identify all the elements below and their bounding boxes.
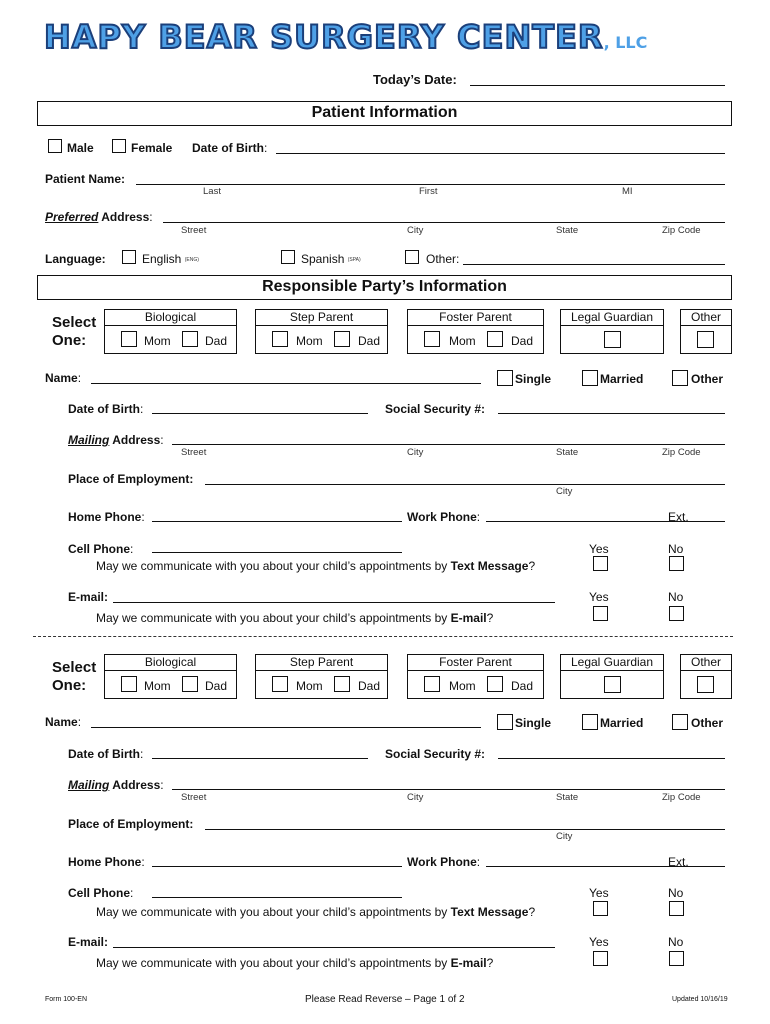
step-parent-label: Step Parent [256, 655, 387, 671]
other-language-label: Other: [426, 252, 460, 266]
foster-dad-label: Dad [511, 679, 534, 693]
text-q-bold: Text Message [450, 905, 529, 919]
dob-text: Date of Birth [192, 141, 264, 155]
single-label: Single [515, 716, 552, 730]
biological-label: Biological [105, 310, 236, 326]
legal-guardian-checkbox[interactable] [604, 676, 621, 693]
cell-phone-label: Cell Phone: [68, 886, 134, 900]
step-mom-label: Mom [296, 334, 323, 348]
foster-parent-label: Foster Parent [408, 310, 543, 326]
responsible-party-2 [0, 345, 770, 985]
ssn-label: Social Security #: [385, 402, 486, 416]
text-q-pre: May we communicate with you about your child’s appointments by [96, 905, 451, 919]
mailing-address-word: Address [109, 433, 161, 447]
employment-field[interactable] [205, 829, 725, 830]
biological-mom-label: Mom [144, 334, 171, 348]
rp-state-caption: State [556, 447, 579, 458]
address-word: Address [98, 210, 150, 224]
text-q-bold: Text Message [450, 559, 529, 573]
street-caption: Street [181, 225, 207, 236]
mailing-address-label: Mailing Address: [68, 778, 164, 792]
home-phone-field[interactable] [152, 866, 402, 867]
spa-code: (SPA) [347, 256, 361, 263]
page-indicator: Please Read Reverse – Page 1 of 2 [305, 994, 465, 1005]
one-text: One: [52, 677, 87, 694]
home-phone-label: Home Phone: [68, 510, 145, 524]
biological-mom-label: Mom [144, 679, 171, 693]
mailing-address-label: Mailing Address: [68, 433, 164, 447]
preferred-address-label: Preferred Address: [45, 210, 153, 224]
email-yes-label: Yes [589, 935, 609, 949]
mailing-word: Mailing [68, 433, 110, 447]
rp-dob-label: Date of Birth: [68, 747, 144, 761]
ext-label: Ext. [668, 855, 689, 869]
email-field[interactable] [113, 947, 555, 948]
rp-zip-caption: Zip Code [662, 792, 701, 803]
eng-code: (ENG) [184, 256, 199, 263]
rp-street-caption: Street [181, 792, 207, 803]
work-phone-field[interactable] [486, 866, 725, 867]
other-relation-checkbox[interactable] [697, 676, 714, 693]
ext-label: Ext. [668, 510, 689, 524]
ssn-field[interactable] [498, 758, 725, 759]
email-q-post: ? [486, 611, 494, 625]
employment-label: Place of Employment: [68, 472, 194, 486]
work-phone-text: Work Phone [407, 855, 477, 869]
biological-dad-label: Dad [205, 679, 228, 693]
email-q-pre: May we communicate with you about your child’s appointments by [96, 611, 451, 625]
updated-date: Updated 10/16/19 [672, 996, 728, 1003]
biological-label: Biological [105, 655, 236, 671]
cell-phone-text: Cell Phone [68, 542, 131, 556]
rp-street-caption: Street [181, 447, 207, 458]
patient-info-header: Patient Information [37, 101, 732, 126]
home-phone-text: Home Phone [68, 510, 142, 524]
foster-mom-label: Mom [449, 334, 476, 348]
biological-dad-label: Dad [205, 334, 228, 348]
step-dad-label: Dad [358, 334, 381, 348]
select-text: Select [52, 314, 97, 331]
rp-dob-text: Date of Birth [68, 402, 140, 416]
text-yes-checkbox[interactable] [593, 901, 608, 916]
cell-phone-text: Cell Phone [68, 886, 131, 900]
rp-dob-field[interactable] [152, 758, 368, 759]
step-dad-label: Dad [358, 679, 381, 693]
single-checkbox[interactable] [497, 714, 513, 730]
other-relation-label: Other [681, 310, 731, 326]
foster-mom-label: Mom [449, 679, 476, 693]
text-no-label: No [668, 542, 684, 556]
todays-date-label: Today’s Date: [373, 72, 457, 87]
employment-city-caption: City [556, 486, 573, 497]
mi-caption: MI [622, 186, 633, 197]
cell-phone-label: Cell Phone: [68, 542, 134, 556]
name-field[interactable] [91, 727, 481, 728]
married-label: Married [600, 716, 644, 730]
name-label: Name: [45, 371, 82, 385]
spanish-text: Spanish [301, 252, 345, 266]
text-q-post: ? [528, 559, 536, 573]
text-q-post: ? [528, 905, 536, 919]
mailing-address-field[interactable] [172, 789, 725, 790]
first-caption: First [419, 186, 438, 197]
rp-dob-label: Date of Birth: [68, 402, 144, 416]
rp-city-caption: City [407, 792, 424, 803]
email-question [96, 956, 493, 970]
other-status-label: Other [691, 372, 724, 386]
logo-text: HAPY BEAR SURGERY CENTER [44, 18, 604, 56]
text-no-label: No [668, 886, 684, 900]
responsible-party-header: Responsible Party’s Information [37, 275, 732, 300]
one-text: One: [52, 332, 87, 349]
text-no-checkbox[interactable] [669, 901, 684, 916]
last-caption: Last [203, 186, 221, 197]
work-phone-label: Work Phone: [407, 510, 481, 524]
other-status-label: Other [691, 716, 724, 730]
language-label: Language: [45, 252, 106, 266]
female-label: Female [131, 141, 173, 155]
step-dad-checkbox[interactable] [334, 676, 350, 692]
legal-guardian-label: Legal Guardian [561, 655, 663, 671]
rp-zip-caption: Zip Code [662, 447, 701, 458]
employment-label: Place of Employment: [68, 817, 194, 831]
text-q-pre: May we communicate with you about your child’s appointments by [96, 559, 451, 573]
email-no-label: No [668, 590, 684, 604]
name-label: Name: [45, 715, 82, 729]
city-caption: City [407, 225, 424, 236]
other-status-checkbox[interactable] [672, 714, 688, 730]
work-phone-text: Work Phone [407, 510, 477, 524]
english-text: English [142, 252, 182, 266]
ssn-label: Social Security #: [385, 747, 486, 761]
step-mom-label: Mom [296, 679, 323, 693]
name-text: Name [45, 715, 78, 729]
email-no-label: No [668, 935, 684, 949]
email-q-pre: May we communicate with you about your child’s appointments by [96, 956, 451, 970]
foster-parent-label: Foster Parent [408, 655, 543, 671]
state-caption: State [556, 225, 579, 236]
cell-phone-field[interactable] [152, 897, 402, 898]
select-text: Select [52, 659, 97, 676]
form-number: Form 100-EN [45, 996, 88, 1003]
work-phone-label: Work Phone: [407, 855, 481, 869]
email-q-bold: E-mail [450, 956, 487, 970]
rp-city-caption: City [407, 447, 424, 458]
rp-dob-text: Date of Birth [68, 747, 140, 761]
email-q-post: ? [486, 956, 494, 970]
email-label: E-mail: [68, 935, 109, 949]
email-q-bold: E-mail [450, 611, 487, 625]
email-no-checkbox[interactable] [669, 951, 684, 966]
step-parent-label: Step Parent [256, 310, 387, 326]
logo-llc: , LLC [603, 33, 648, 52]
home-phone-label: Home Phone: [68, 855, 145, 869]
foster-dad-label: Dad [511, 334, 534, 348]
legal-guardian-label: Legal Guardian [561, 310, 663, 326]
biological-mom-checkbox[interactable] [121, 676, 137, 692]
select-one-label [52, 659, 96, 695]
home-phone-text: Home Phone [68, 855, 142, 869]
employment-city-caption: City [556, 831, 573, 842]
email-yes-label: Yes [589, 590, 609, 604]
text-message-question [96, 905, 535, 919]
mailing-address-word: Address [109, 778, 161, 792]
married-checkbox[interactable] [582, 714, 598, 730]
preferred-word: Preferred [45, 210, 99, 224]
foster-mom-checkbox[interactable] [424, 676, 440, 692]
mailing-word: Mailing [68, 778, 110, 792]
step-mom-checkbox[interactable] [272, 676, 288, 692]
zip-caption: Zip Code [662, 225, 701, 236]
single-label: Single [515, 372, 552, 386]
other-relation-label: Other [681, 655, 731, 671]
email-yes-checkbox[interactable] [593, 951, 608, 966]
text-yes-label: Yes [589, 886, 609, 900]
rp-state-caption: State [556, 792, 579, 803]
dob-label: Date of Birth: [192, 141, 268, 155]
foster-dad-checkbox[interactable] [487, 676, 503, 692]
name-text: Name [45, 371, 78, 385]
text-yes-label: Yes [589, 542, 609, 556]
married-label: Married [600, 372, 644, 386]
patient-name-label: Patient Name: [45, 172, 126, 186]
email-label: E-mail: [68, 590, 109, 604]
biological-dad-checkbox[interactable] [182, 676, 198, 692]
male-label: Male [67, 141, 94, 155]
